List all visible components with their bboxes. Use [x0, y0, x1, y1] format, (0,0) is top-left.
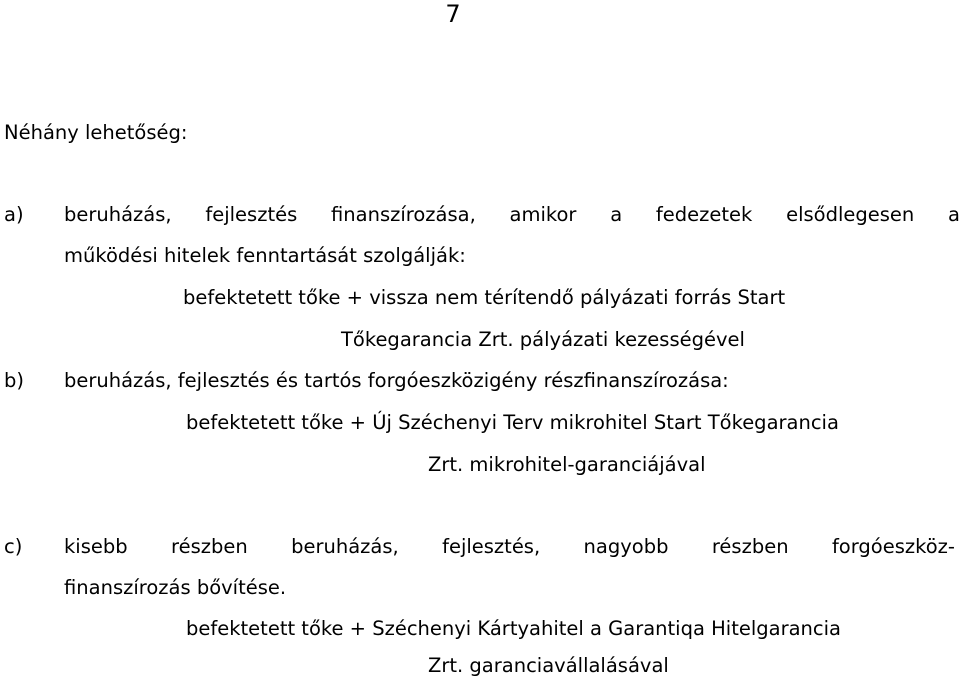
word: nagyobb	[583, 535, 669, 558]
item-a-detail-line1: befektetett tőke + vissza nem térítendő pályázati forrás Start	[183, 286, 786, 309]
word: finanszírozása,	[331, 203, 476, 226]
item-b-detail-line1: befektetett tőke + Új Széchenyi Terv mikrohitel Start Tőkegarancia	[186, 411, 839, 434]
word: beruházás,	[291, 535, 399, 558]
word: fejlesztés,	[442, 535, 541, 558]
item-c-marker: c)	[4, 535, 23, 558]
word: részben	[711, 535, 789, 558]
page-number: 7	[445, 0, 461, 28]
item-a-marker: a)	[4, 203, 24, 226]
word: fedezetek	[655, 203, 753, 226]
item-c-line1	[64, 537, 955, 557]
item-a-line1	[64, 205, 960, 225]
word: amikor	[509, 203, 577, 226]
word: beruházás,	[64, 203, 172, 226]
item-b-detail-line2: Zrt. mikrohitel-garanciájával	[428, 453, 706, 476]
item-c-line2: finanszírozás bővítése.	[64, 576, 287, 599]
word: elsődlegesen	[786, 203, 915, 226]
word: forgóeszköz-	[831, 535, 955, 558]
word: részben	[171, 535, 248, 558]
item-a-detail-line2: Tőkegarancia Zrt. pályázati kezességével	[341, 328, 745, 351]
word: fejlesztés	[205, 203, 298, 226]
heading: Néhány lehetőség:	[4, 121, 188, 144]
word: a	[610, 203, 623, 226]
word: a	[948, 203, 960, 226]
word: kisebb	[64, 535, 128, 558]
item-a-line2: működési hitelek fenntartását szolgálják:	[64, 244, 466, 267]
item-b-marker: b)	[4, 369, 24, 392]
item-c-detail-line2: Zrt. garanciavállalásával	[428, 654, 669, 677]
item-c-detail-line1: befektetett tőke + Széchenyi Kártyahitel a Garantiqa Hitelgarancia	[186, 617, 842, 640]
item-b-line1: beruházás, fejlesztés és tartós forgóeszközigény részfinanszírozása:	[64, 369, 729, 392]
